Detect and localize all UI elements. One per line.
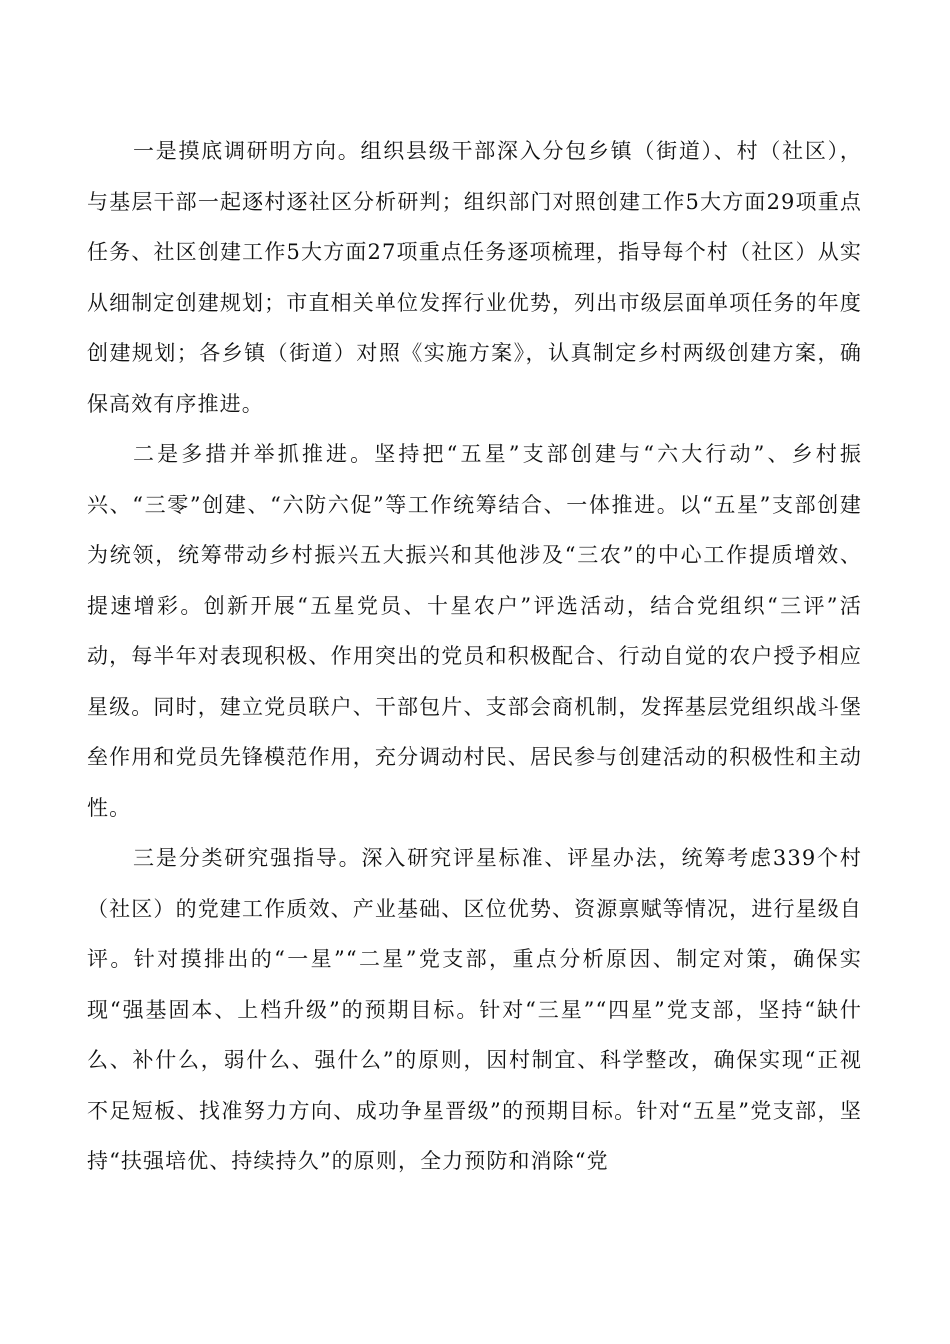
paragraph-1: 一是摸底调研明方向。组织县级干部深入分包乡镇（街道）、村（社区），与基层干部一起逐村逐社区分析研判；组织部门对照创建工作5大方面29项重点任务、社区创建工作5大方面27项重点任务逐项梳理，指导每个村（社区）从实从细制定创建规划；市直相关单位发挥行业优势，列出市级层面单项任务的年度创建规划；各乡镇（街道）对照《实施方案》，认真制定乡村两级创建方案，确保高效有序推进。 bbox=[87, 139, 862, 416]
document-body bbox=[87, 126, 862, 1187]
paragraph-2: 二是多措并举抓推进。坚持把“五星”支部创建与“六大行动”、乡村振兴、“三零”创建、“六防六促”等工作统筹结合、一体推进。以“五星”支部创建为统领，统筹带动乡村振兴五大振兴和其他涉及“三农”的中心工作提质增效、提速增彩。创新开展“五星党员、十星农户”评选活动，结合党组织“三评”活动，每半年对表现积极、作用突出的党员和积极配合、行动自觉的农户授予相应星级。同时，建立党员联户、干部包片、支部会商机制，发挥基层党组织战斗堡垒作用和党员先锋模范作用，充分调动村民、居民参与创建活动的积极性和主动性。 bbox=[87, 442, 862, 820]
paragraph-3: 三是分类研究强指导。深入研究评星标准、评星办法，统筹考虑339个村（社区）的党建工作质效、产业基础、区位优势、资源禀赋等情况，进行星级自评。针对摸排出的“一星”“二星”党支部，重点分析原因、制定对策，确保实现“强基固本、上档升级”的预期目标。针对“三星”“四星”党支部，坚持“缺什么、补什么，弱什么、强什么”的原则，因村制宜、科学整改，确保实现“正视不足短板、找准努力方向、成功争星晋级”的预期目标。针对“五星”党支部，坚持“扶强培优、持续持久”的原则，全力预防和消除“党 bbox=[87, 846, 862, 1173]
